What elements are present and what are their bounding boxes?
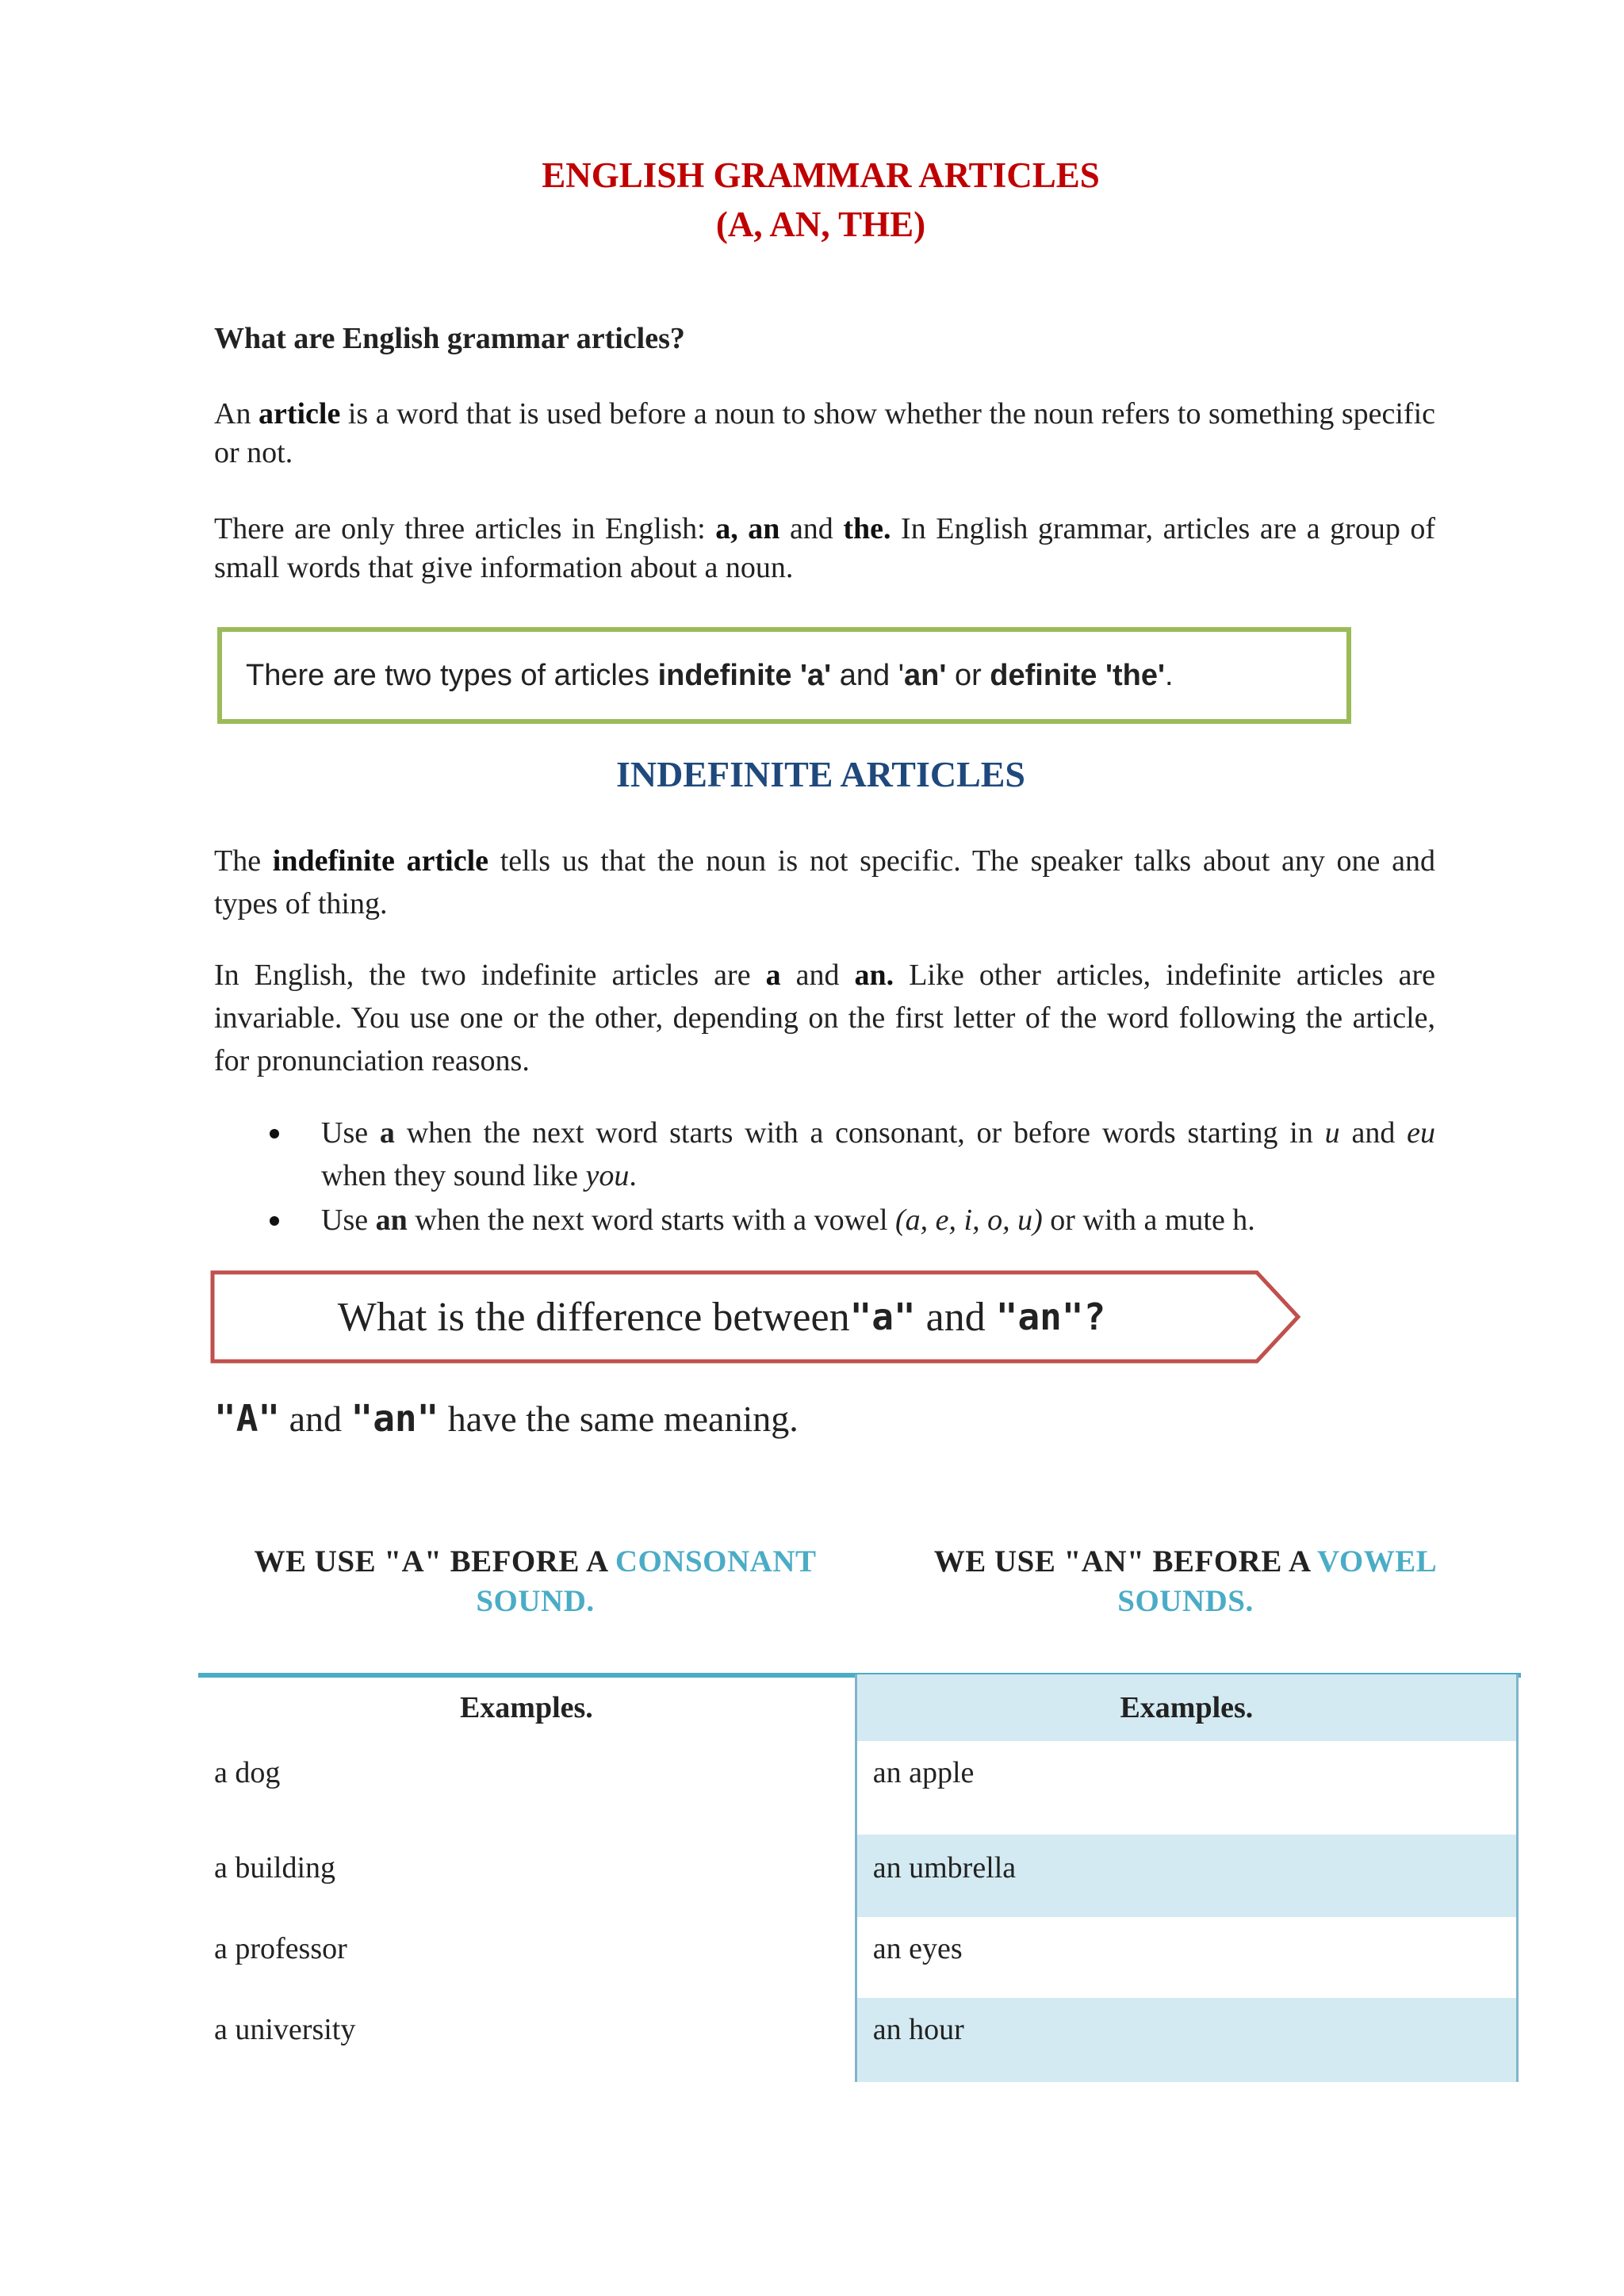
- bullet-icon: [270, 1216, 279, 1226]
- title-line-2: (A, AN, THE): [715, 205, 926, 244]
- table-cell: a professor: [214, 1932, 347, 1965]
- table-cell: an apple: [856, 1741, 1517, 1835]
- consonant-rule-heading: WE USE "A" BEFORE A CONSONANT SOUND.: [254, 1544, 817, 1618]
- table-row: [198, 1835, 1518, 1917]
- title-line-1: ENGLISH GRAMMAR ARTICLES: [542, 155, 1100, 195]
- table-header-row: [198, 1674, 1518, 1741]
- table-cell: an hour: [856, 1998, 1517, 2082]
- indefinite-paragraph-1: The indefinite article tells us that the noun is not specific. The speaker talks about any one and types of thing.: [214, 844, 1436, 920]
- article-types-box: There are two types of articles indefinite 'a' and 'an' or definite 'the'.: [217, 627, 1351, 724]
- indefinite-paragraph-2: In English, the two indefinite articles are a and an. Like other articles, indefinite articles are invariable. You use one or the other, depending on the first letter of the word following the article, for pronunciation reasons.: [214, 959, 1435, 1077]
- usage-bullet-list: [270, 1112, 1435, 1242]
- table-cell: a university: [214, 2013, 356, 2046]
- vowel-rule-heading: WE USE "AN" BEFORE A VOWEL SOUNDS.: [933, 1544, 1438, 1618]
- table-row: [198, 1917, 1518, 1998]
- difference-question: What is the difference between "a" and "an"?: [337, 1294, 1106, 1340]
- table-cell: a building: [214, 1851, 336, 1885]
- table-cell: a dog: [214, 1756, 281, 1789]
- intro-paragraph-1: An article is a word that is used before a noun to show whether the noun refers to something specific or not.: [214, 397, 1435, 469]
- page-title: [0, 151, 1624, 249]
- bullet-icon: [270, 1129, 279, 1138]
- table-cell: an eyes: [856, 1917, 1517, 1998]
- section-heading-indefinite: INDEFINITE ARTICLES: [615, 754, 1026, 794]
- right-examples-header: Examples.: [856, 1674, 1517, 1741]
- term-article: article: [258, 397, 341, 430]
- intro-question: What are English grammar articles?: [214, 322, 685, 355]
- list-item: Use a when the next word starts with a consonant, or before words starting in u and eu when they sound like you.: [270, 1112, 1435, 1197]
- table-row: [198, 1741, 1518, 1835]
- table-cell: an umbrella: [856, 1835, 1517, 1917]
- examples-table: [198, 1674, 1519, 2082]
- list-item: Use an when the next word starts with a vowel (a, e, i, o, u) or with a mute h.: [270, 1199, 1435, 1242]
- difference-answer: "A" and "an" have the same meaning.: [214, 1397, 799, 1440]
- table-row: [198, 1998, 1518, 2082]
- intro-paragraph-2: There are only three articles in English: a, an and the. In English grammar, articles are a group of small words that give information about a noun.: [214, 512, 1436, 584]
- left-examples-header: Examples.: [459, 1691, 593, 1724]
